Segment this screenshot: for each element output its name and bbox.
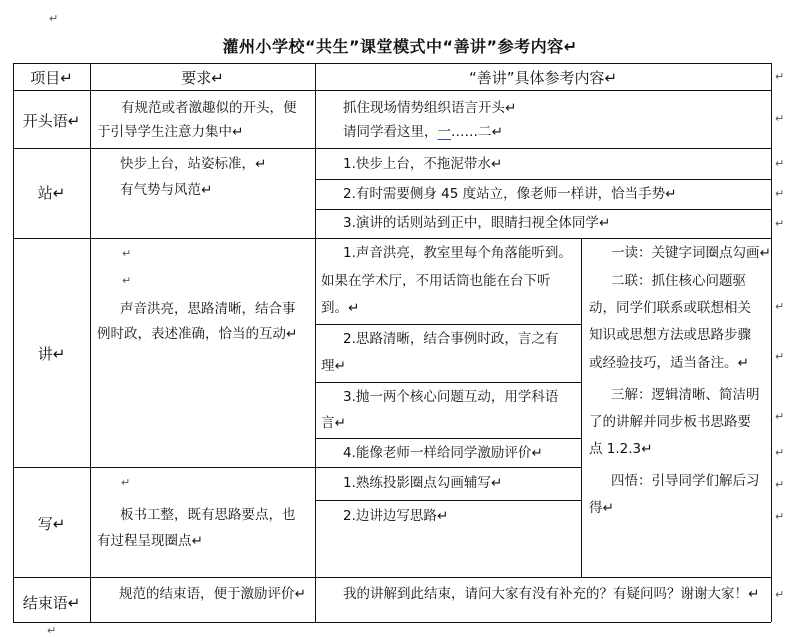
closing-requirement: 规范的结束语，便于激励评价↵ [119, 586, 306, 602]
header-requirement: 要求↵ [181, 69, 224, 87]
speak-item-1-line-2: 如果在学术厅，不用话筒也能在台下听 [321, 273, 551, 289]
write-requirement-line-1: ↵ [121, 476, 131, 489]
write-item-2: 2.边讲边写思路↵ [343, 508, 449, 524]
row-end-mark: ↵ [775, 300, 785, 313]
row-end-mark: ↵ [775, 510, 785, 523]
row-end-mark: ↵ [775, 112, 785, 125]
side-line-7: 了的讲解并同步板书思路要 [589, 414, 751, 430]
side-line-2: 二联：抓住核心问题驱 [611, 273, 746, 289]
opening-content-two: ……二↵ [451, 124, 503, 140]
opening-requirement-line-2: 于引导学生注意力集中↵ [97, 124, 244, 140]
row-end-mark: ↵ [775, 478, 785, 491]
side-line-9: 四悟：引导同学们解后习 [611, 473, 760, 489]
side-line-4: 知识或思想方法或思路步骤 [589, 327, 751, 343]
write-requirement-line-3: 有过程呈现圈点↵ [97, 533, 203, 549]
side-line-3: 动，同学们联系或联想相关 [589, 300, 751, 316]
opening-content-one: 一 [437, 124, 451, 140]
stand-item-3: 3.演讲的话则站到正中，眼睛扫视全体同学↵ [343, 215, 611, 231]
speak-item-1-line-1: 1.声音洪亮，教室里每个角落能听到。 [343, 245, 572, 261]
header-item: 项目↵ [30, 69, 73, 87]
side-line-5: 或经验技巧，适当备注。↵ [589, 355, 749, 371]
speak-item-2-line-1: 2.思路清晰，结合事例时政，言之有 [343, 331, 559, 347]
write-item-1: 1.熟练投影圈点勾画辅写↵ [343, 475, 503, 491]
side-line-8: 点 1.2.3↵ [589, 441, 653, 457]
speak-requirement-line-1: ↵ [122, 247, 132, 260]
header-content: “善讲”具体参考内容↵ [468, 69, 618, 87]
row-label-stand: 站↵ [37, 184, 66, 202]
speak-item-4: 4.能像老师一样给同学激励评价↵ [343, 445, 543, 461]
side-line-10: 得↵ [589, 500, 614, 516]
opening-requirement-line-1: 有规范或者激趣似的开头，便 [121, 100, 297, 116]
speak-item-2-line-2: 理↵ [321, 358, 346, 374]
row-end-mark: ↵ [775, 70, 785, 83]
document-title: 灌州小学校“共生”课堂模式中“善讲”参考内容↵ [222, 37, 578, 56]
speak-item-3-line-1: 3.抛一两个核心问题互动，用学科语 [343, 389, 559, 405]
speak-item-3-line-2: 言↵ [321, 415, 346, 431]
speak-requirement-line-4: 例时政，表述准确，恰当的互动↵ [97, 326, 298, 342]
row-end-mark: ↵ [775, 410, 785, 423]
row-end-mark: ↵ [775, 446, 785, 459]
opening-content-text: 请同学看这里， [343, 124, 438, 140]
stand-item-1: 1.快步上台，不拖泥带水↵ [343, 156, 503, 172]
row-end-mark: ↵ [775, 350, 785, 363]
row-end-mark: ↵ [775, 217, 785, 230]
speak-requirement-line-2: ↵ [122, 274, 132, 287]
speak-item-1-line-3: 到。↵ [321, 300, 360, 316]
stand-requirement-line-2: 有气势与风范↵ [120, 182, 213, 198]
row-label-closing: 结束语↵ [22, 594, 81, 612]
row-end-mark: ↵ [775, 157, 785, 170]
opening-content-line-1: 抓住现场情势组织语言开头↵ [343, 100, 517, 116]
stand-item-2: 2.有时需要侧身 45 度站立，像老师一样讲，恰当手势↵ [343, 186, 677, 202]
side-line-1: 一读：关键字词圈点勾画↵ [611, 245, 771, 261]
row-end-mark: ↵ [775, 187, 785, 200]
row-end-mark: ↵ [775, 588, 785, 601]
row-label-speak: 讲↵ [37, 345, 66, 363]
paragraph-mark: ↵ [47, 624, 57, 637]
closing-content: 我的讲解到此结束，请问大家有没有补充的？有疑问吗？谢谢大家！↵ [343, 586, 760, 602]
row-label-write: 写↵ [37, 515, 66, 533]
write-requirement-line-2: 板书工整，既有思路要点，也 [120, 507, 296, 523]
stand-requirement-line-1: 快步上台，站姿标准，↵ [120, 156, 267, 172]
speak-requirement-line-3: 声音洪亮，思路清晰，结合事 [120, 301, 296, 317]
side-line-6: 三解：逻辑清晰、简洁明 [611, 387, 760, 403]
paragraph-mark: ↵ [49, 12, 59, 25]
opening-content-line-2 [343, 121, 503, 144]
row-label-opening: 开头语↵ [22, 112, 81, 130]
